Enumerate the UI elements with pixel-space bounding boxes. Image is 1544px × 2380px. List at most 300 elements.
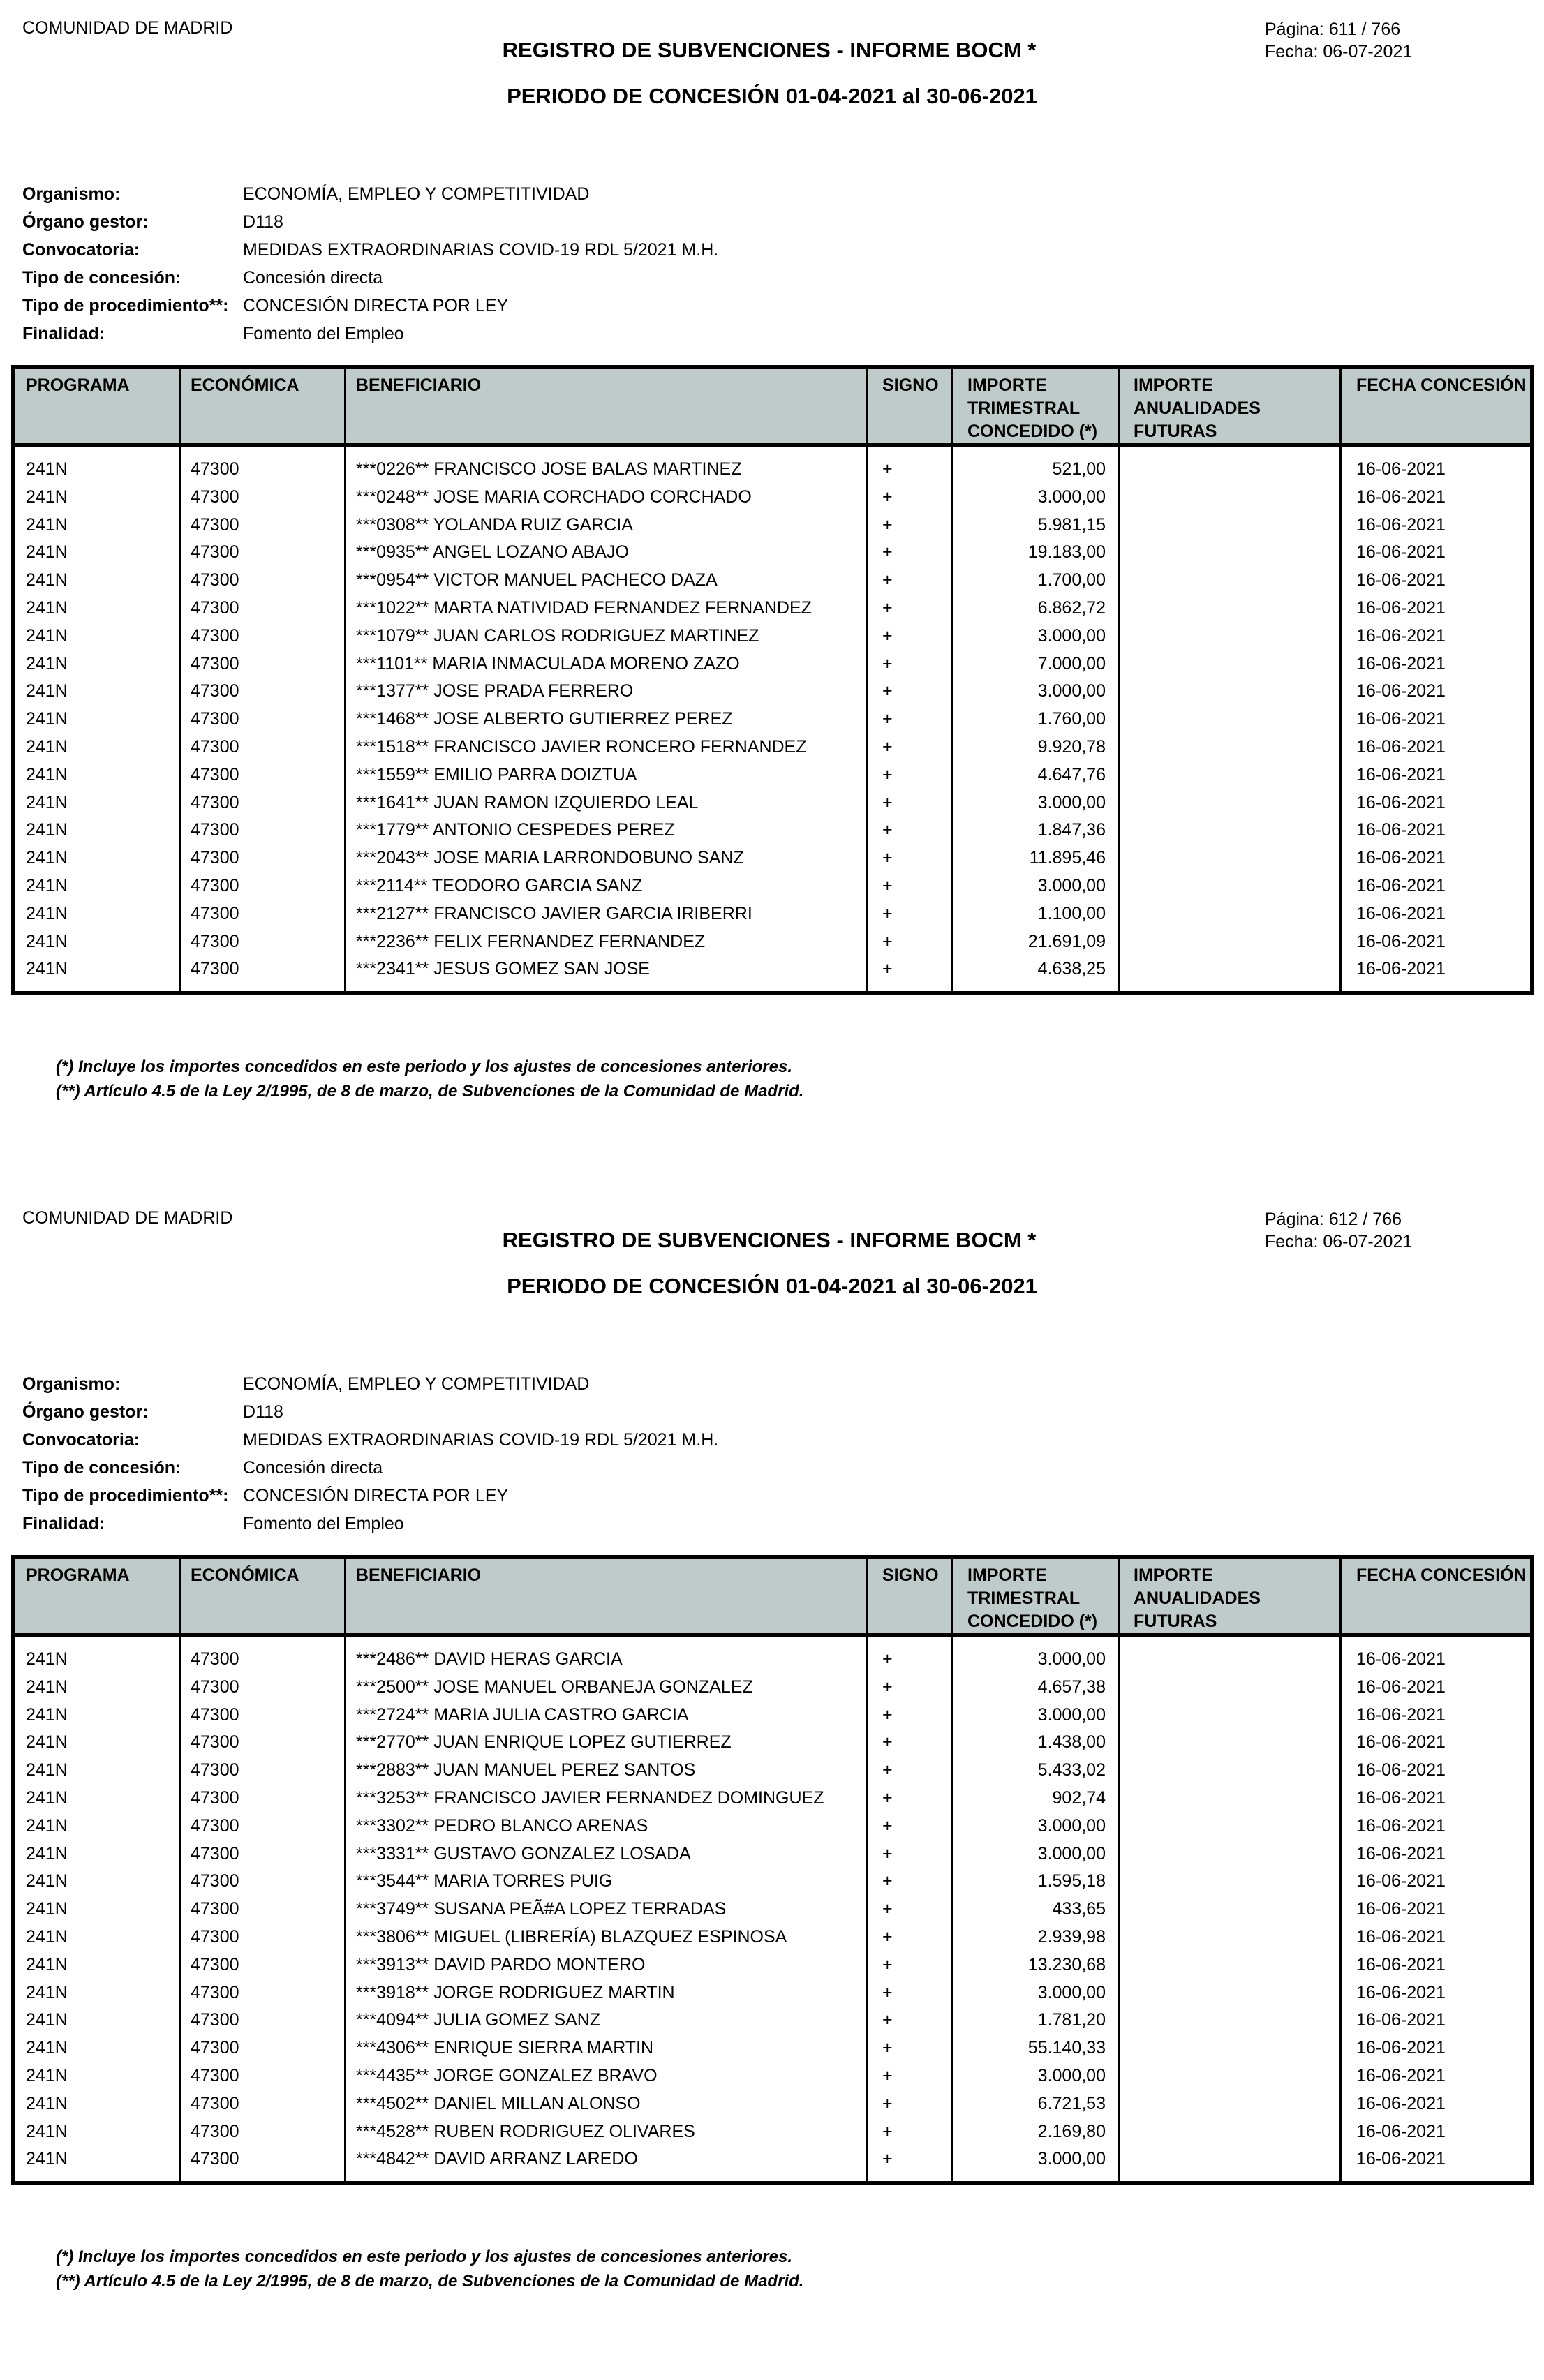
cell-importe-trimestral: 4.657,38	[1037, 1676, 1106, 1697]
cell-economica: 47300	[191, 1649, 239, 1669]
cell-signo: +	[882, 542, 893, 563]
cell-programa: 241N	[26, 876, 68, 895]
cell-beneficiario: ***1079** JUAN CARLOS RODRIGUEZ MARTINEZ	[356, 625, 759, 646]
table-row	[15, 2034, 1530, 2062]
cell-importe-trimestral: 5.981,15	[1037, 514, 1106, 535]
cell-signo: +	[882, 625, 893, 646]
info-value: Concesión directa	[243, 268, 383, 288]
cell-fecha-concesion: 16-06-2021	[1356, 792, 1446, 812]
cell-importe-trimestral: 1.438,00	[1037, 1732, 1106, 1753]
cell-signo: +	[882, 1788, 893, 1808]
cell-beneficiario: ***0935** ANGEL LOZANO ABAJO	[356, 542, 629, 563]
cell-signo: +	[882, 486, 893, 507]
cell-signo: +	[882, 1871, 893, 1891]
cell-economica: 47300	[191, 1815, 239, 1836]
cell-signo: +	[882, 848, 893, 868]
cell-signo: +	[882, 681, 893, 701]
cell-economica: 47300	[191, 514, 239, 535]
cell-economica: 47300	[191, 1843, 239, 1864]
cell-beneficiario: ***0308** YOLANDA RUIZ GARCIA	[356, 514, 633, 535]
info-row-organo-gestor	[22, 212, 283, 232]
cell-beneficiario: ***4502** DANIEL MILLAN ALONSO	[356, 2093, 641, 2113]
report-title-text: REGISTRO DE SUBVENCIONES - INFORME BOCM *	[502, 38, 1037, 62]
table-row	[15, 1923, 1530, 1951]
cell-economica: 47300	[191, 1899, 239, 1919]
cell-signo: +	[882, 1704, 893, 1725]
info-label: Finalidad:	[22, 1514, 105, 1533]
cell-beneficiario: ***4306** ENRIQUE SIERRA MARTIN	[356, 2038, 654, 2058]
info-value: D118	[243, 1402, 283, 1422]
cell-programa: 241N	[26, 709, 68, 729]
cell-importe-trimestral: 9.920,78	[1037, 737, 1106, 757]
header-importe-trimestral: IMPORTE TRIMESTRAL CONCEDIDO (*)	[967, 375, 1098, 441]
cell-fecha-concesion: 16-06-2021	[1356, 1927, 1446, 1947]
cell-programa: 241N	[26, 931, 68, 951]
header-importe-trimestral: IMPORTE TRIMESTRAL CONCEDIDO (*)	[967, 1565, 1098, 1631]
cell-fecha-concesion: 16-06-2021	[1356, 2066, 1446, 2085]
cell-beneficiario: ***0954** VICTOR MANUEL PACHECO DAZA	[356, 570, 718, 590]
header-fecha-concesion: FECHA CONCESIÓN	[1356, 375, 1527, 395]
cell-signo: +	[882, 1982, 893, 2002]
cell-programa: 241N	[26, 1760, 68, 1780]
cell-signo: +	[882, 2149, 893, 2169]
cell-economica: 47300	[191, 2121, 239, 2141]
cell-signo: +	[882, 598, 893, 618]
cell-beneficiario: ***3749** SUSANA PEÃ#A LOPEZ TERRADAS	[356, 1899, 727, 1919]
cell-signo: +	[882, 820, 893, 840]
info-label: Organismo:	[22, 1374, 121, 1394]
cell-beneficiario: ***3331** GUSTAVO GONZALEZ LOSADA	[356, 1843, 691, 1864]
table-row	[15, 2118, 1530, 2145]
cell-fecha-concesion: 16-06-2021	[1356, 1649, 1446, 1669]
header-economica: ECONÓMICA	[191, 1565, 299, 1585]
footnote-2: (**) Artículo 4.5 de la Ley 2/1995, de 8 de marzo, de Subvenciones de la Comunidad de Madrid.	[56, 1082, 804, 1101]
table-row	[15, 538, 1530, 566]
cell-beneficiario: ***3918** JORGE RODRIGUEZ MARTIN	[356, 1982, 675, 2002]
cell-programa: 241N	[26, 1649, 68, 1669]
cell-importe-trimestral: 3.000,00	[1037, 2066, 1106, 2085]
cell-fecha-concesion: 16-06-2021	[1356, 2038, 1446, 2058]
cell-importe-trimestral: 2.939,98	[1037, 1927, 1106, 1947]
cell-importe-trimestral: 11.895,46	[1029, 848, 1106, 868]
cell-programa: 241N	[26, 764, 68, 784]
cell-programa: 241N	[26, 2010, 68, 2030]
cell-programa: 241N	[26, 1704, 68, 1725]
info-label: Convocatoria:	[22, 1430, 140, 1450]
table-row	[15, 928, 1530, 955]
report-page	[0, 1190, 1544, 2380]
cell-economica: 47300	[191, 1732, 239, 1753]
info-value: ECONOMÍA, EMPLEO Y COMPETITIVIDAD	[243, 184, 590, 204]
cell-programa: 241N	[26, 1788, 68, 1808]
report-date: Fecha: 06-07-2021	[1265, 1232, 1413, 1251]
cell-signo: +	[882, 764, 893, 784]
cell-fecha-concesion: 16-06-2021	[1356, 1871, 1446, 1891]
cell-importe-trimestral: 3.000,00	[1037, 681, 1106, 701]
cell-importe-trimestral: 13.230,68	[1027, 1954, 1106, 1974]
table-row	[15, 1951, 1530, 1979]
cell-importe-trimestral: 4.638,25	[1037, 959, 1106, 979]
cell-programa: 241N	[26, 1815, 68, 1836]
cell-fecha-concesion: 16-06-2021	[1356, 959, 1446, 979]
table-row	[15, 816, 1530, 844]
cell-economica: 47300	[191, 2093, 239, 2113]
cell-beneficiario: ***0248** JOSE MARIA CORCHADO CORCHADO	[356, 486, 752, 507]
cell-programa: 241N	[26, 792, 68, 812]
cell-beneficiario: ***3253** FRANCISCO JAVIER FERNANDEZ DOMINGUEZ	[356, 1788, 824, 1808]
cell-fecha-concesion: 16-06-2021	[1356, 2093, 1446, 2113]
cell-fecha-concesion: 16-06-2021	[1356, 1704, 1446, 1725]
cell-importe-trimestral: 3.000,00	[1037, 1649, 1106, 1669]
cell-beneficiario: ***3913** DAVID PARDO MONTERO	[356, 1954, 646, 1974]
cell-beneficiario: ***2486** DAVID HERAS GARCIA	[356, 1649, 623, 1669]
cell-economica: 47300	[191, 959, 239, 979]
cell-programa: 241N	[26, 681, 68, 701]
cell-fecha-concesion: 16-06-2021	[1356, 459, 1446, 479]
info-value: Concesión directa	[243, 1458, 383, 1478]
cell-importe-trimestral: 1.595,18	[1037, 1871, 1106, 1891]
header-signo: SIGNO	[882, 375, 939, 395]
table-row	[15, 705, 1530, 733]
header-beneficiario: BENEFICIARIO	[356, 1565, 482, 1585]
info-label: Órgano gestor:	[22, 1402, 149, 1422]
cell-signo: +	[882, 2121, 893, 2141]
cell-programa: 241N	[26, 570, 68, 590]
cell-economica: 47300	[191, 1676, 239, 1697]
report-period: PERIODO DE CONCESIÓN 01-04-2021 al 30-06-2021	[507, 84, 1037, 108]
info-row-organismo	[22, 184, 589, 204]
cell-programa: 241N	[26, 598, 68, 618]
cell-economica: 47300	[191, 792, 239, 812]
cell-signo: +	[882, 792, 893, 812]
cell-economica: 47300	[191, 1927, 239, 1947]
table-row	[15, 789, 1530, 817]
header-programa: PROGRAMA	[26, 1565, 130, 1585]
cell-beneficiario: ***4435** JORGE GONZALEZ BRAVO	[356, 2066, 658, 2085]
info-label: Órgano gestor:	[22, 212, 149, 232]
cell-beneficiario: ***3806** MIGUEL (LIBRERÍA) BLAZQUEZ ESPINOSA	[356, 1927, 787, 1947]
cell-economica: 47300	[191, 542, 239, 563]
cell-programa: 241N	[26, 1954, 68, 1974]
grants-table	[11, 1555, 1534, 2185]
cell-signo: +	[882, 903, 893, 923]
table-row	[15, 677, 1530, 705]
cell-fecha-concesion: 16-06-2021	[1356, 2121, 1446, 2141]
cell-fecha-concesion: 16-06-2021	[1356, 598, 1446, 618]
cell-economica: 47300	[191, 709, 239, 729]
cell-fecha-concesion: 16-06-2021	[1356, 737, 1446, 757]
cell-importe-trimestral: 6.721,53	[1037, 2093, 1106, 2113]
cell-beneficiario: ***2883** JUAN MANUEL PEREZ SANTOS	[356, 1760, 696, 1780]
table-row	[15, 1979, 1530, 2007]
cell-signo: +	[882, 1899, 893, 1919]
cell-signo: +	[882, 514, 893, 535]
cell-economica: 47300	[191, 2010, 239, 2030]
cell-signo: +	[882, 570, 893, 590]
report-title-text: REGISTRO DE SUBVENCIONES - INFORME BOCM *	[502, 1228, 1037, 1252]
organization-label: COMUNIDAD DE MADRID	[22, 18, 233, 38]
cell-beneficiario: ***3544** MARIA TORRES PUIG	[356, 1871, 613, 1891]
cell-fecha-concesion: 16-06-2021	[1356, 542, 1446, 563]
table-row	[15, 2145, 1530, 2173]
cell-fecha-concesion: 16-06-2021	[1356, 2149, 1446, 2169]
table-row	[15, 2062, 1530, 2090]
cell-beneficiario: ***1641** JUAN RAMON IZQUIERDO LEAL	[356, 792, 699, 812]
info-value: MEDIDAS EXTRAORDINARIAS COVID-19 RDL 5/2021 M.H.	[243, 240, 719, 260]
cell-programa: 241N	[26, 653, 68, 674]
cell-fecha-concesion: 16-06-2021	[1356, 570, 1446, 590]
cell-signo: +	[882, 709, 893, 729]
cell-signo: +	[882, 2093, 893, 2113]
table-row	[15, 1812, 1530, 1840]
cell-fecha-concesion: 16-06-2021	[1356, 486, 1446, 507]
cell-signo: +	[882, 1649, 893, 1669]
cell-beneficiario: ***4842** DAVID ARRANZ LAREDO	[356, 2149, 638, 2169]
table-row	[15, 511, 1530, 539]
table-row	[15, 650, 1530, 678]
cell-beneficiario: ***1468** JOSE ALBERTO GUTIERREZ PEREZ	[356, 709, 733, 729]
cell-signo: +	[882, 737, 893, 757]
cell-fecha-concesion: 16-06-2021	[1356, 764, 1446, 784]
info-value: MEDIDAS EXTRAORDINARIAS COVID-19 RDL 5/2021 M.H.	[243, 1430, 719, 1450]
cell-signo: +	[882, 1927, 893, 1947]
cell-economica: 47300	[191, 1704, 239, 1725]
cell-beneficiario: ***2114** TEODORO GARCIA SANZ	[356, 876, 643, 895]
header-fecha-concesion: FECHA CONCESIÓN	[1356, 1565, 1527, 1585]
table-row	[15, 900, 1530, 928]
table-row	[15, 872, 1530, 900]
header-importe-anualidades: IMPORTE ANUALIDADES FUTURAS	[1134, 1565, 1261, 1631]
cell-economica: 47300	[191, 931, 239, 951]
table-row	[15, 2006, 1530, 2034]
cell-fecha-concesion: 16-06-2021	[1356, 1899, 1446, 1919]
table-row	[15, 483, 1530, 511]
page-number: Página: 612 / 766	[1265, 1210, 1402, 1229]
info-value: CONCESIÓN DIRECTA POR LEY	[243, 296, 509, 315]
cell-signo: +	[882, 2038, 893, 2058]
cell-programa: 241N	[26, 1871, 68, 1891]
info-label: Convocatoria:	[22, 240, 140, 260]
cell-fecha-concesion: 16-06-2021	[1356, 653, 1446, 674]
info-row-organo-gestor	[22, 1402, 283, 1422]
cell-economica: 47300	[191, 459, 239, 479]
table-row	[15, 622, 1530, 650]
info-row-tipo-concesion	[22, 1458, 383, 1478]
cell-economica: 47300	[191, 737, 239, 757]
header-importe-anualidades: IMPORTE ANUALIDADES FUTURAS	[1134, 375, 1261, 441]
cell-economica: 47300	[191, 2038, 239, 2058]
cell-signo: +	[882, 1676, 893, 1697]
cell-programa: 241N	[26, 737, 68, 757]
info-value: CONCESIÓN DIRECTA POR LEY	[243, 1486, 509, 1505]
info-value: Fomento del Empleo	[243, 324, 404, 343]
table-row	[15, 1645, 1530, 1673]
cell-importe-trimestral: 1.760,00	[1037, 709, 1106, 729]
table-header	[15, 369, 1530, 447]
info-row-tipo-procedimiento	[22, 1486, 508, 1506]
table-row	[15, 1701, 1530, 1729]
cell-beneficiario: ***3302** PEDRO BLANCO ARENAS	[356, 1815, 648, 1836]
cell-programa: 241N	[26, 459, 68, 479]
cell-programa: 241N	[26, 1899, 68, 1919]
cell-fecha-concesion: 16-06-2021	[1356, 514, 1446, 535]
cell-fecha-concesion: 16-06-2021	[1356, 903, 1446, 923]
cell-programa: 241N	[26, 959, 68, 979]
cell-economica: 47300	[191, 598, 239, 618]
info-value: D118	[243, 212, 283, 232]
table-header	[15, 1559, 1530, 1637]
cell-economica: 47300	[191, 876, 239, 895]
table-row	[15, 844, 1530, 872]
info-row-tipo-procedimiento	[22, 296, 508, 316]
cell-beneficiario: ***2127** FRANCISCO JAVIER GARCIA IRIBERRI	[356, 903, 752, 923]
cell-fecha-concesion: 16-06-2021	[1356, 1788, 1446, 1808]
report-date: Fecha: 06-07-2021	[1265, 42, 1413, 61]
cell-programa: 241N	[26, 2066, 68, 2085]
table-row	[15, 1673, 1530, 1701]
info-label: Tipo de procedimiento**:	[22, 1486, 229, 1505]
cell-economica: 47300	[191, 820, 239, 840]
cell-beneficiario: ***1559** EMILIO PARRA DOIZTUA	[356, 764, 637, 784]
cell-importe-trimestral: 4.647,76	[1037, 764, 1106, 784]
header-economica: ECONÓMICA	[191, 375, 299, 395]
cell-importe-trimestral: 1.847,36	[1037, 820, 1106, 840]
cell-signo: +	[882, 2066, 893, 2085]
cell-importe-trimestral: 55.140,33	[1027, 2038, 1106, 2058]
cell-beneficiario: ***2341** JESUS GOMEZ SAN JOSE	[356, 959, 650, 979]
cell-beneficiario: ***2500** JOSE MANUEL ORBANEJA GONZALEZ	[356, 1676, 753, 1697]
cell-importe-trimestral: 19.183,00	[1027, 542, 1106, 563]
cell-signo: +	[882, 1760, 893, 1780]
cell-importe-trimestral: 1.100,00	[1037, 903, 1106, 923]
table-row	[15, 455, 1530, 483]
cell-beneficiario: ***2770** JUAN ENRIQUE LOPEZ GUTIERREZ	[356, 1732, 732, 1753]
cell-signo: +	[882, 1954, 893, 1974]
cell-programa: 241N	[26, 903, 68, 923]
cell-economica: 47300	[191, 625, 239, 646]
table-row	[15, 1756, 1530, 1784]
cell-economica: 47300	[191, 1760, 239, 1780]
cell-beneficiario: ***1377** JOSE PRADA FERRERO	[356, 681, 634, 701]
footnote-1: (*) Incluye los importes concedidos en este periodo y los ajustes de concesiones anteriores.	[56, 2247, 792, 2266]
organization-label: COMUNIDAD DE MADRID	[22, 1208, 233, 1228]
cell-signo: +	[882, 876, 893, 895]
cell-fecha-concesion: 16-06-2021	[1356, 1676, 1446, 1697]
cell-importe-trimestral: 5.433,02	[1037, 1760, 1106, 1780]
cell-importe-trimestral: 1.700,00	[1037, 570, 1106, 590]
cell-economica: 47300	[191, 2066, 239, 2085]
cell-fecha-concesion: 16-06-2021	[1356, 1732, 1446, 1753]
cell-programa: 241N	[26, 820, 68, 840]
cell-economica: 47300	[191, 903, 239, 923]
footnote-1: (*) Incluye los importes concedidos en este periodo y los ajustes de concesiones anteriores.	[56, 1057, 792, 1076]
cell-importe-trimestral: 3.000,00	[1037, 1982, 1106, 2002]
cell-programa: 241N	[26, 1676, 68, 1697]
info-row-finalidad	[22, 324, 404, 344]
cell-economica: 47300	[191, 2149, 239, 2169]
info-row-tipo-concesion	[22, 268, 383, 288]
cell-programa: 241N	[26, 486, 68, 507]
cell-programa: 241N	[26, 625, 68, 646]
cell-importe-trimestral: 3.000,00	[1037, 792, 1106, 812]
info-label: Organismo:	[22, 184, 121, 204]
cell-programa: 241N	[26, 2093, 68, 2113]
cell-signo: +	[882, 1843, 893, 1864]
table-row	[15, 761, 1530, 789]
cell-fecha-concesion: 16-06-2021	[1356, 625, 1446, 646]
cell-fecha-concesion: 16-06-2021	[1356, 1760, 1446, 1780]
table-row	[15, 955, 1530, 983]
table-row	[15, 594, 1530, 622]
cell-signo: +	[882, 653, 893, 674]
cell-importe-trimestral: 521,00	[1052, 459, 1106, 479]
cell-economica: 47300	[191, 1871, 239, 1891]
cell-signo: +	[882, 1815, 893, 1836]
cell-fecha-concesion: 16-06-2021	[1356, 1815, 1446, 1836]
info-label: Tipo de procedimiento**:	[22, 296, 229, 315]
cell-economica: 47300	[191, 764, 239, 784]
cell-importe-trimestral: 21.691,09	[1027, 931, 1106, 951]
report-period: PERIODO DE CONCESIÓN 01-04-2021 al 30-06-2021	[507, 1274, 1037, 1298]
table-row	[15, 2090, 1530, 2118]
cell-programa: 241N	[26, 848, 68, 868]
header-beneficiario: BENEFICIARIO	[356, 375, 482, 395]
info-row-finalidad	[22, 1514, 404, 1534]
cell-beneficiario: ***4094** JULIA GOMEZ SANZ	[356, 2010, 601, 2030]
cell-importe-trimestral: 3.000,00	[1037, 876, 1106, 895]
header-signo: SIGNO	[882, 1565, 939, 1585]
info-label: Tipo de concesión:	[22, 268, 181, 288]
table-row	[15, 1784, 1530, 1812]
cell-programa: 241N	[26, 542, 68, 563]
cell-fecha-concesion: 16-06-2021	[1356, 2010, 1446, 2030]
cell-importe-trimestral: 3.000,00	[1037, 1843, 1106, 1864]
cell-beneficiario: ***2236** FELIX FERNANDEZ FERNANDEZ	[356, 931, 706, 951]
cell-signo: +	[882, 1732, 893, 1753]
cell-programa: 241N	[26, 1982, 68, 2002]
cell-beneficiario: ***1022** MARTA NATIVIDAD FERNANDEZ FERNANDEZ	[356, 598, 812, 618]
cell-importe-trimestral: 3.000,00	[1037, 1704, 1106, 1725]
cell-beneficiario: ***4528** RUBEN RODRIGUEZ OLIVARES	[356, 2121, 695, 2141]
table-row	[15, 733, 1530, 761]
table-row	[15, 1728, 1530, 1756]
info-row-convocatoria	[22, 240, 718, 260]
cell-fecha-concesion: 16-06-2021	[1356, 1982, 1446, 2002]
cell-beneficiario: ***1779** ANTONIO CESPEDES PEREZ	[356, 820, 675, 840]
cell-signo: +	[882, 931, 893, 951]
cell-economica: 47300	[191, 570, 239, 590]
cell-beneficiario: ***2724** MARIA JULIA CASTRO GARCIA	[356, 1704, 689, 1725]
cell-beneficiario: ***1518** FRANCISCO JAVIER RONCERO FERNANDEZ	[356, 737, 807, 757]
cell-importe-trimestral: 3.000,00	[1037, 625, 1106, 646]
cell-beneficiario: ***0226** FRANCISCO JOSE BALAS MARTINEZ	[356, 459, 742, 479]
info-value: ECONOMÍA, EMPLEO Y COMPETITIVIDAD	[243, 1374, 590, 1394]
cell-programa: 241N	[26, 1927, 68, 1947]
cell-economica: 47300	[191, 653, 239, 674]
cell-fecha-concesion: 16-06-2021	[1356, 931, 1446, 951]
cell-importe-trimestral: 2.169,80	[1037, 2121, 1106, 2141]
cell-economica: 47300	[191, 486, 239, 507]
cell-importe-trimestral: 7.000,00	[1037, 653, 1106, 674]
cell-beneficiario: ***1101** MARIA INMACULADA MORENO ZAZO	[356, 653, 740, 674]
cell-economica: 47300	[191, 1954, 239, 1974]
cell-signo: +	[882, 459, 893, 479]
info-label: Finalidad:	[22, 324, 105, 343]
cell-fecha-concesion: 16-06-2021	[1356, 820, 1446, 840]
table-row	[15, 1867, 1530, 1895]
grants-table	[11, 365, 1534, 995]
cell-importe-trimestral: 3.000,00	[1037, 2149, 1106, 2169]
